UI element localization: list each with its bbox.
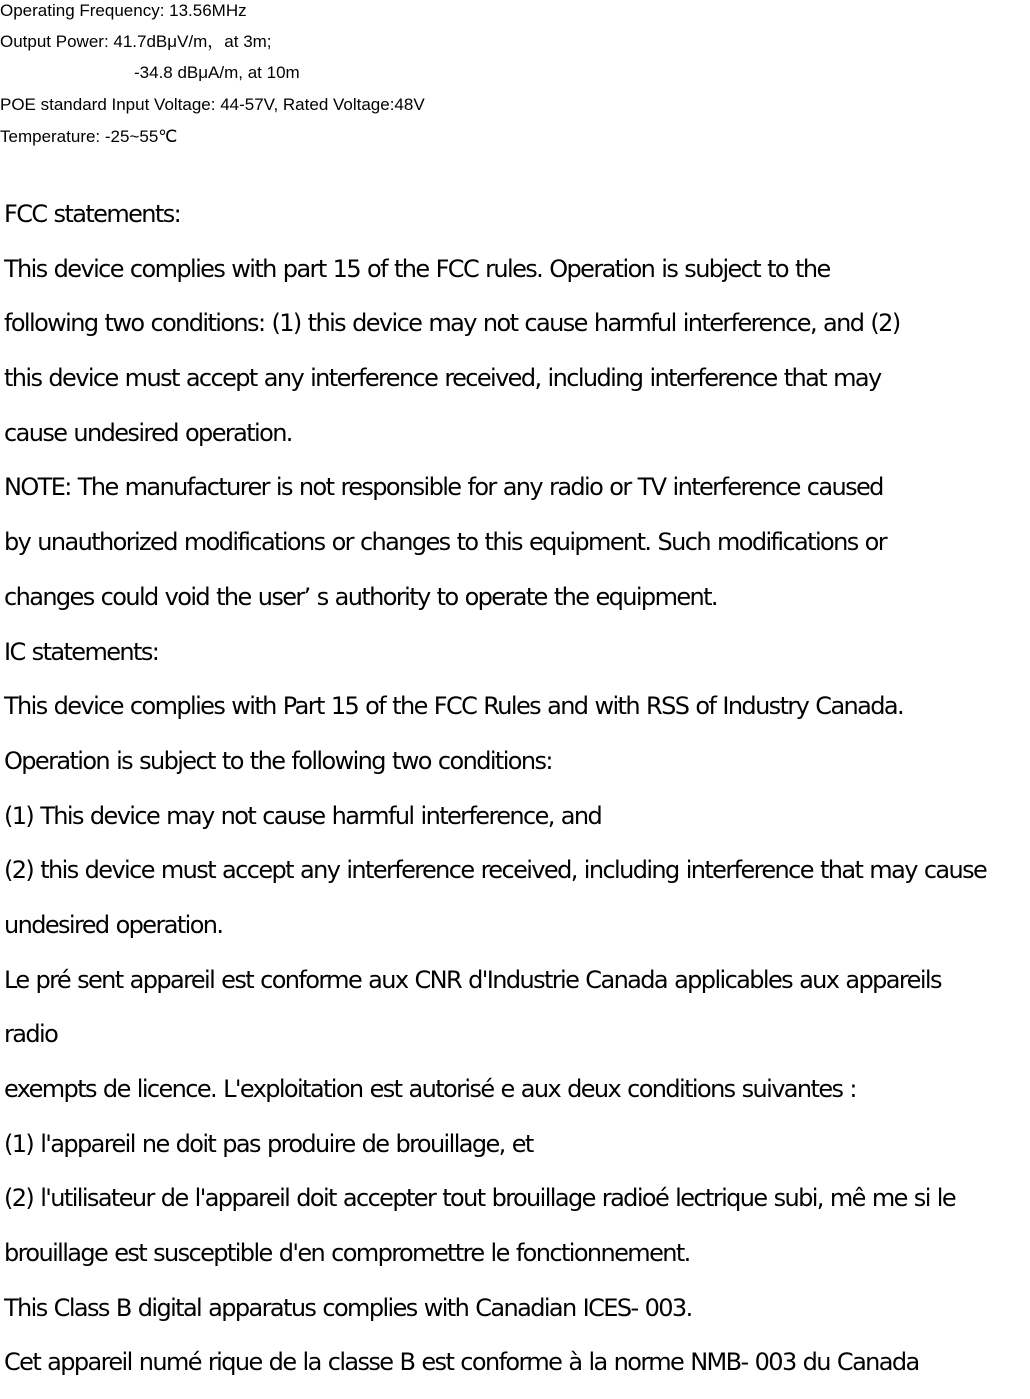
statement-line: exempts de licence. L'exploitation est autorisé e aux deux conditions suivantes :: [4, 1075, 856, 1103]
statement-line: This Class B digital apparatus complies with Canadian ICES- 003.: [4, 1293, 692, 1322]
statement-line: following two conditions: (1) this device may not cause harmful interference, and (2): [4, 309, 900, 338]
temperature-range: Temperature: -25~55℃: [0, 127, 178, 146]
statement-line: by unauthorized modifications or changes to this equipment. Such modifications or: [4, 528, 887, 557]
statement-line: (1) l'appareil ne doit pas produire de brouillage, et: [4, 1129, 533, 1158]
statement-line: (2) l'utilisateur de l'appareil doit accepter tout brouillage radioé lectrique subi, mê me si le: [4, 1184, 956, 1213]
operating-frequency: Operating Frequency: 13.56MHz: [0, 1, 247, 20]
regulatory-statements: [4, 196, 1030, 1399]
statement-line: (1) This device may not cause harmful interference, and: [4, 801, 602, 830]
statement-line: radio: [4, 1020, 58, 1049]
statement-line: this device must accept any interference received, including interference that may: [4, 364, 881, 393]
statement-line: brouillage est susceptible d'en compromettre le fonctionnement.: [4, 1239, 690, 1268]
statement-line: This device complies with Part 15 of the FCC Rules and with RSS of Industry Canada.: [4, 692, 904, 721]
statement-line: undesired operation.: [4, 910, 223, 939]
statement-line: This device complies with part 15 of the FCC rules. Operation is subject to the: [4, 254, 830, 283]
fcc-heading: FCC statements:: [4, 200, 181, 228]
statement-line: (2) this device must accept any interference received, including interference that may cause: [4, 856, 987, 885]
statement-line: Cet appareil numé rique de la classe B est conforme à la norme NMB- 003 du Canada: [4, 1348, 919, 1377]
output-power: Output Power: 41.7dBμV/m，at 3m;: [0, 32, 272, 51]
poe-voltage: POE standard Input Voltage: 44-57V, Rated Voltage:48V: [0, 95, 425, 114]
statement-line: Operation is subject to the following two conditions:: [4, 746, 552, 775]
statement-line: changes could void the user’ s authority to operate the equipment.: [4, 582, 717, 611]
statement-line: NOTE: The manufacturer is not responsible for any radio or TV interference caused: [4, 473, 883, 502]
statement-line: cause undesired operation.: [4, 418, 292, 447]
ic-heading: IC statements:: [4, 637, 159, 666]
output-power-secondary: -34.8 dBμA/m, at 10m: [134, 63, 300, 82]
statement-line: Le pré sent appareil est conforme aux CNR d'Industrie Canada applicables aux appareils: [4, 965, 941, 994]
